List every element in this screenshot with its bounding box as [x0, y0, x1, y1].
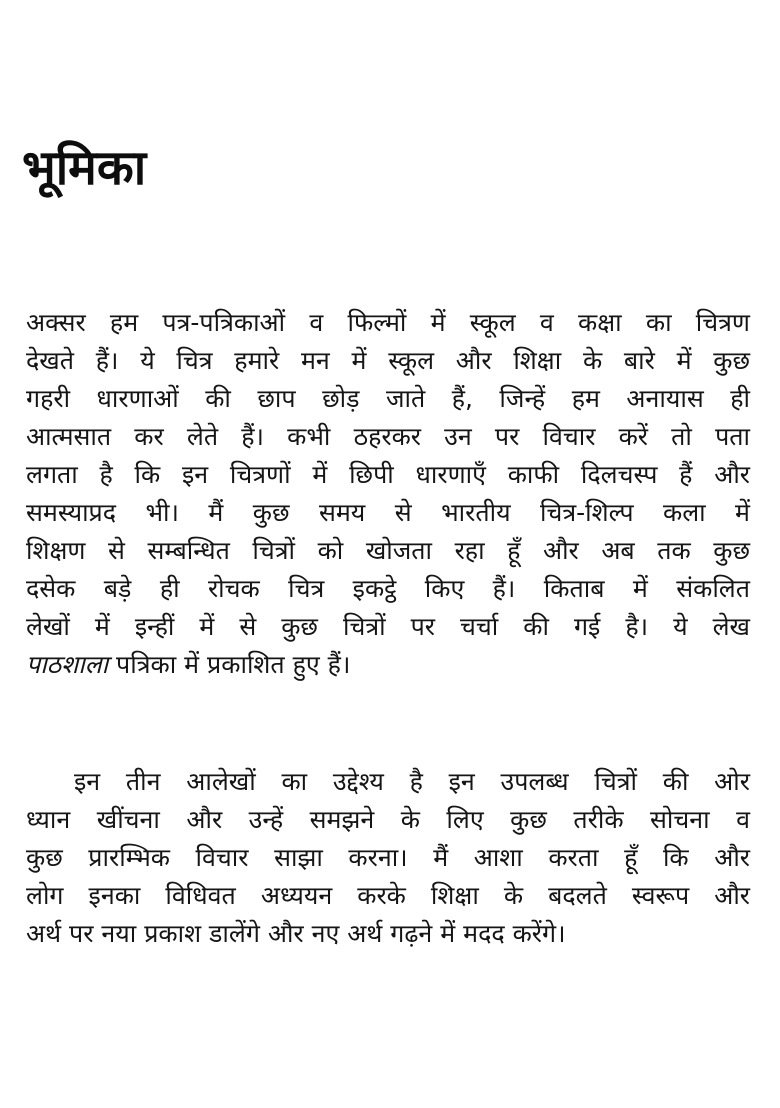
- paragraph-purpose: [26, 763, 750, 953]
- paragraph-line: दसेक बड़े ही रोचक चित्र इकट्ठे किए हैं। किताब में संकलित: [26, 574, 750, 603]
- paragraph-line-rest: पत्रिका में प्रकाशित हुए हैं।: [108, 650, 351, 679]
- paragraph-line: गहरी धारणाओं की छाप छोड़ जाते हैं, जिन्हें हम अनायास ही: [26, 384, 750, 413]
- magazine-name: पाठशाला: [26, 650, 109, 679]
- paragraph-line: शिक्षण से सम्बन्धित चित्रों को खोजता रहा हूँ और अब तक कुछ: [26, 536, 750, 565]
- paragraph-intro: [26, 304, 750, 684]
- paragraph-line: [26, 646, 750, 684]
- paragraph-line: आत्मसात कर लेते हैं। कभी ठहरकर उन पर विचार करें तो पता: [26, 422, 750, 451]
- paragraph-line: लोग इनका विधिवत अध्ययन करके शिक्षा के बदलते स्वरूप और: [26, 881, 750, 910]
- paragraph-line: अर्थ पर नया प्रकाश डालेंगे और नए अर्थ गढ़ने में मदद करेंगे।: [26, 919, 566, 948]
- paragraph-line: अक्सर हम पत्र-पत्रिकाओं व फिल्मों में स्कूल व कक्षा का चित्रण: [26, 308, 750, 337]
- paragraph-line: देखते हैं। ये चित्र हमारे मन में स्कूल और शिक्षा के बारे में कुछ: [26, 346, 750, 375]
- page-title: भूमिका: [22, 140, 147, 196]
- paragraph-line: लेखों में इन्हीं में से कुछ चित्रों पर चर्चा की गई है। ये लेख: [26, 612, 750, 641]
- paragraph-line: समस्याप्रद भी। मैं कुछ समय से भारतीय चित्र-शिल्प कला में: [26, 498, 750, 527]
- paragraph-line: ध्यान खींचना और उन्हें समझने के लिए कुछ तरीके सोचना व: [26, 805, 750, 834]
- paragraph-line: लगता है कि इन चित्रणों में छिपी धारणाएँ काफी दिलचस्प हैं और: [26, 460, 750, 489]
- paragraph-line: कुछ प्रारम्भिक विचार साझा करना। मैं आशा करता हूँ कि और: [26, 843, 750, 872]
- paragraph-line: इन तीन आलेखों का उद्देश्य है इन उपलब्ध चित्रों की ओर: [74, 767, 750, 796]
